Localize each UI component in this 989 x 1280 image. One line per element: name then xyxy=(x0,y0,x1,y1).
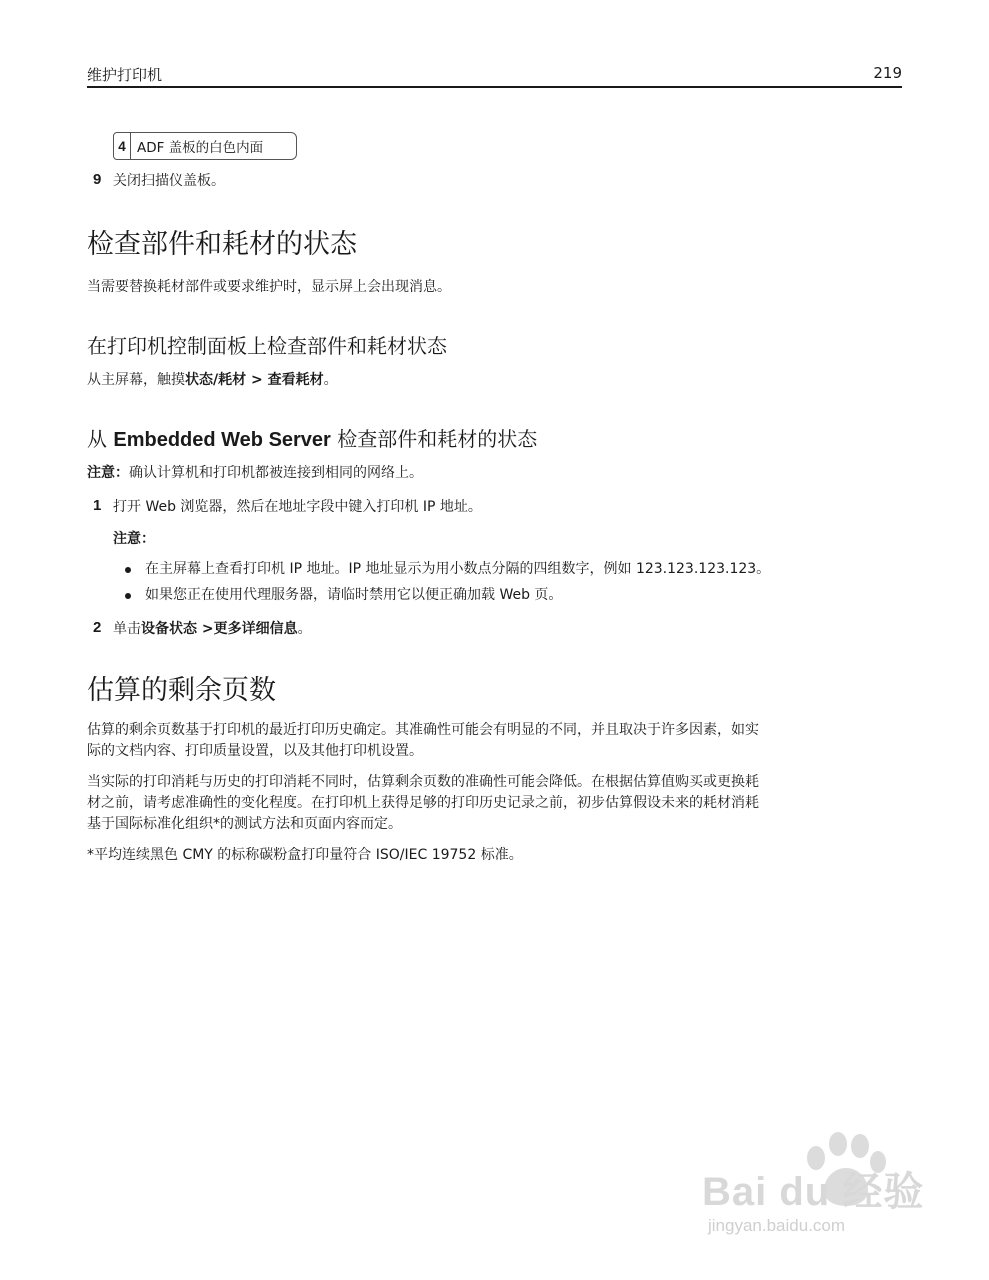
section-intro: 当需要替换耗材部件或要求维护时，显示屏上会出现消息。 xyxy=(87,279,451,295)
page-number: 219 xyxy=(873,64,902,82)
menu-path: 状态/耗材 > 查看耗材 xyxy=(185,372,324,388)
note-text: 确认计算机和打印机都被连接到相同的网络上。 xyxy=(129,465,423,481)
paragraph-line: 估算的剩余页数基于打印机的最近打印历史确定。其准确性可能会有明显的不同，并且取决于许多因素，如实 xyxy=(87,722,759,738)
chapter-title: 维护打印机 xyxy=(87,66,163,84)
step-9-text: 关闭扫描仪盖板。 xyxy=(113,173,225,189)
callout-number: 4 xyxy=(114,133,131,159)
ews-heading-prefix: 从 xyxy=(87,427,114,451)
ews-heading-suffix: 检查部件和耗材的状态 xyxy=(330,427,538,451)
page-header xyxy=(87,64,902,88)
bullet-text: 在主屏幕上查看打印机 IP 地址。IP 地址显示为用小数点分隔的四组数字，例如 123.123.123.123。 xyxy=(145,561,771,577)
step-2-number: 2 xyxy=(93,619,102,636)
figure-callout xyxy=(113,132,297,160)
baidu-watermark xyxy=(702,1128,942,1248)
step-2-menu-path: 设备状态 >更多详细信息 xyxy=(141,621,298,637)
step-2-prefix: 单击 xyxy=(113,621,141,637)
watermark-url: jingyan.baidu.com xyxy=(708,1216,846,1235)
paragraph-line: 际的文档内容、打印质量设置，以及其他打印机设置。 xyxy=(87,743,423,759)
note-label: 注意： xyxy=(87,465,129,481)
control-panel-instruction xyxy=(87,370,338,390)
callout-text: ADF 盖板的白色内面 xyxy=(137,140,264,156)
bullet-dot xyxy=(125,593,131,599)
section-heading-status: 检查部件和耗材的状态 xyxy=(87,229,357,260)
subheading-control-panel: 在打印机控制面板上检查部件和耗材状态 xyxy=(87,334,447,358)
step-1-number: 1 xyxy=(93,497,102,514)
paragraph-line: 基于国际标准化组织*的测试方法和页面内容而定。 xyxy=(87,816,402,832)
network-note xyxy=(87,463,423,483)
section-heading-pages-remaining: 估算的剩余页数 xyxy=(87,675,276,706)
step-1-text: 打开 Web 浏览器，然后在地址字段中键入打印机 IP 地址。 xyxy=(113,499,482,515)
footnote: *平均连续黑色 CMY 的标称碳粉盒打印量符合 ISO/IEC 19752 标准。 xyxy=(87,847,523,863)
step-9-number: 9 xyxy=(93,171,102,188)
subheading-ews xyxy=(87,426,537,453)
step-2-text xyxy=(113,619,312,639)
bullet-text: 如果您正在使用代理服务器，请临时禁用它以便正确加载 Web 页。 xyxy=(145,587,563,603)
instruction-prefix: 从主屏幕，触摸 xyxy=(87,372,185,388)
paragraph-line: 材之前，请考虑准确性的变化程度。在打印机上获得足够的打印历史记录之前，初步估算假设未来的耗材消耗 xyxy=(87,795,759,811)
paragraph-line: 当实际的打印消耗与历史的打印消耗不同时，估算剩余页数的准确性可能会降低。在根据估算值购买或更换耗 xyxy=(87,774,759,790)
watermark-logo-text: Bai du 经验 xyxy=(702,1170,925,1214)
instruction-suffix: 。 xyxy=(323,372,338,388)
notes-label: 注意： xyxy=(113,531,155,547)
ews-heading-product: Embedded Web Server xyxy=(113,429,331,451)
step-2-suffix: 。 xyxy=(297,621,312,637)
bullet-dot xyxy=(125,567,131,573)
